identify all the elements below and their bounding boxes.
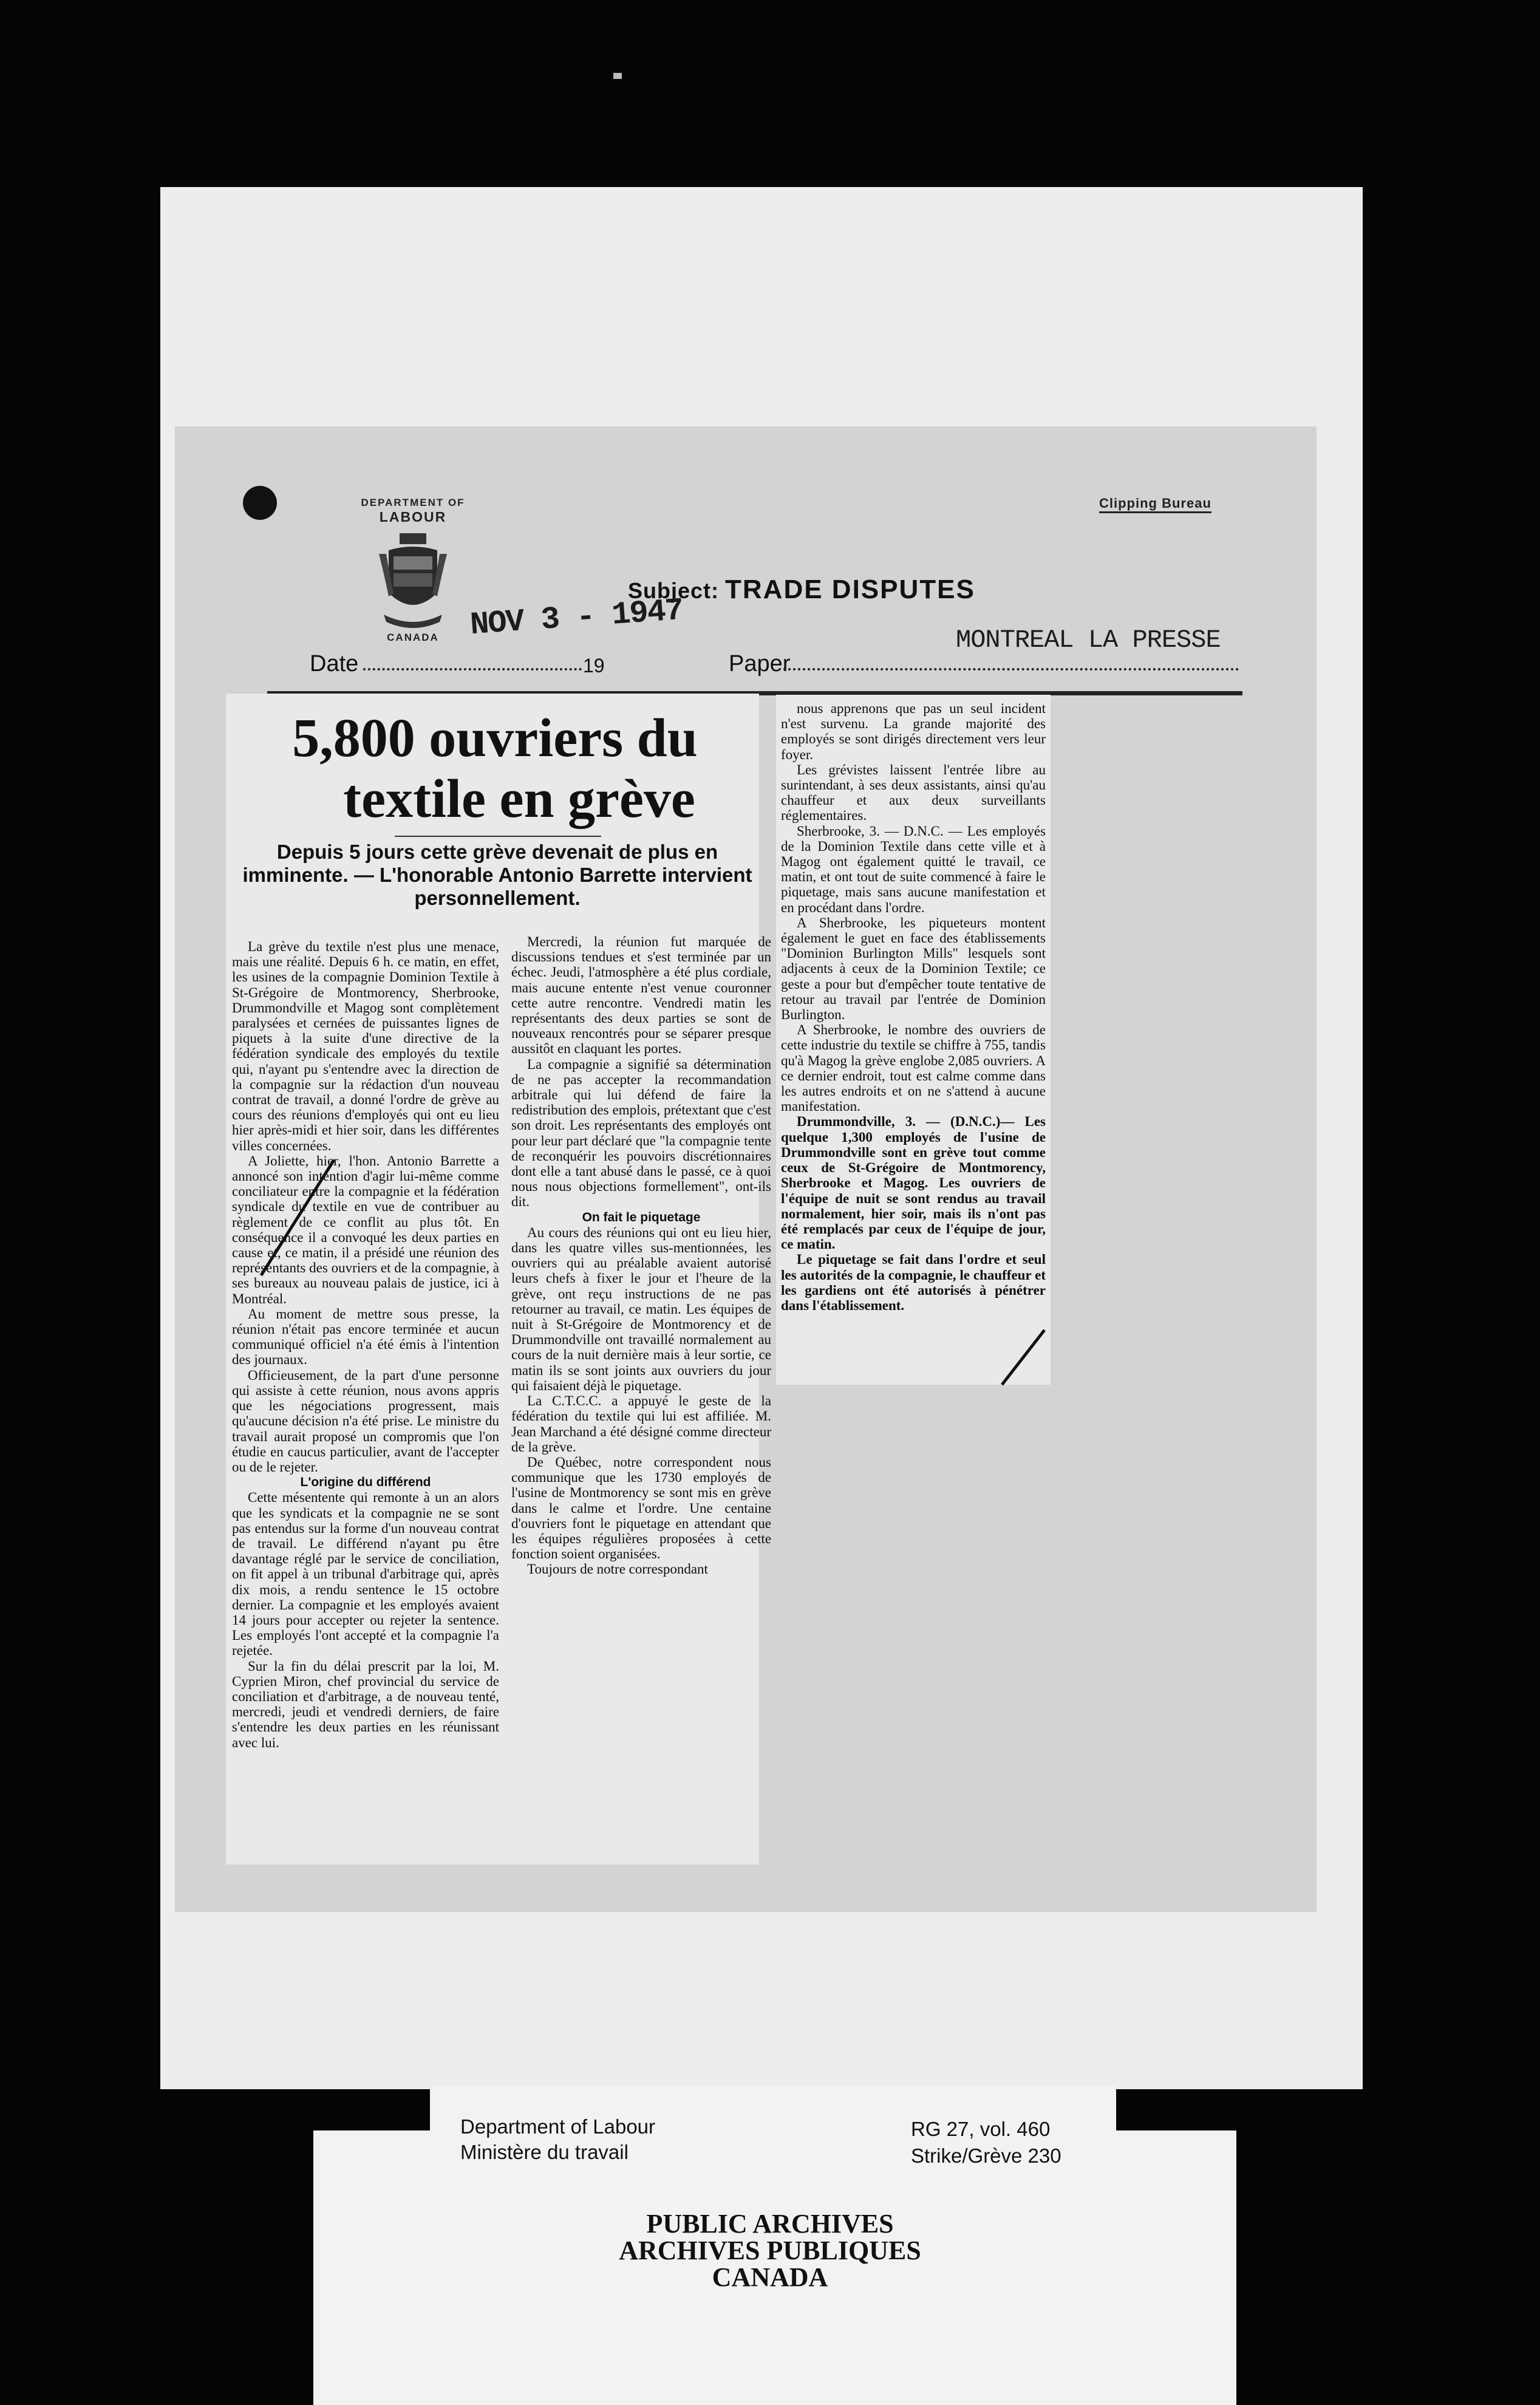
paper-stamp: MONTREAL LA PRESSE [956, 626, 1221, 655]
archive-strike-number: Strike/Grève 230 [911, 2144, 1061, 2167]
department-heading [352, 497, 474, 525]
clipping-bureau-label: Clipping Bureau [1099, 496, 1211, 513]
headline-line2: textile en grève [343, 769, 695, 829]
paragraph: nous apprenons que pas un seul incident n'est survenu. La grande majorité des employés se sont dirigés directement vers leur foyer. [781, 701, 1046, 762]
paragraph: Mercredi, la réunion fut marquée de discussions tendues et s'est terminée par un échec. Jeudi, l'atmosphère a été plus cordiale, mais aucune entente n'est venue couronner cette autre rencontre. Vendredi matin les représentants des deux parties se sont de nouveaux rencontrés pour se séparer presque aussitôt en claquant les portes. [511, 934, 771, 1057]
column-1-body [232, 939, 499, 1750]
tape-mark [613, 73, 622, 79]
archive-dept-en: Department of Labour [460, 2115, 656, 2138]
coat-of-arms-icon [375, 530, 451, 633]
public-archives-stamp [547, 2211, 993, 2291]
paragraph: Les grévistes laissent l'entrée libre au surintendant, à ses deux assistants, ainsi qu'au chauffeur et aux deux surveillants réglementaires. [781, 762, 1046, 824]
pen-mark [996, 1324, 1051, 1391]
date-stamp: NOV 3 - 1947 [469, 592, 684, 644]
archive-reference: RG 27, vol. 460 [911, 2118, 1051, 2140]
archives-line3: CANADA [712, 2262, 828, 2292]
paragraph: A Sherbrooke, le nombre des ouvriers de cette industrie du textile se chiffre à 755, tandis qu'à Magog la grève englobe 2,085 ouvriers. A ce dernier endroit, tout est calme comme dans les autres endroits et on ne s'attend à aucune manifestation. [781, 1022, 1046, 1114]
paragraph: Cette mésentente qui remonte à un an alors que les syndicats et la compagnie ne se sont pas entendus sur la forme d'un nouveau contrat de travail. Le différend n'ayant pu être davantage réglé par le service de conciliation, on fit appel à un tribunal d'arbitrage qui, après dix mois, a rendu sentence le 15 octobre dernier. La compagnie et les employés avaient 14 jours pour accepter ou rejeter la sentence. Les employés l'ont accepté et la compagnie l'a rejetée. [232, 1490, 499, 1659]
year-prefix: 19 [583, 655, 605, 677]
paragraph: Drummondville, 3. — (D.N.C.)— Les quelque 1,300 employés de l'usine de Drummondville sont en grève tout comme ceux de St-Grégoire de Montmorency, Sherbrooke et Magog. Les ouvriers de l'équipe de nuit se sont rendus au travail normalement, hier soir, mais ils n'ont pas été remplacés par ceux de l'équipe de jour, ce matin. [781, 1114, 1046, 1252]
paragraph: A Joliette, hier, l'hon. Antonio Barrette a annoncé son intention d'agir lui-même comme conciliateur entre la compagnie et la fédération syndicale du textile en vue de contribuer au règlement de ce conflit au plus tôt. En conséquence il a convoqué les deux parties en cause et, ce matin, il a présidé une réunion des représentants des ouvriers et de la compagnie, à ses bureaux au nouveau palais de justice, ici à Montréal. [232, 1153, 499, 1306]
paragraph: Toujours de notre correspondant [527, 1561, 708, 1577]
paragraph: De Québec, notre correspondent nous communique que les 1730 employés de l'usine de Montmorency se sont mis en grève dans le calme et l'ordre. Une centaine d'ouvriers font le piquetage en attendant que les équipes régulières proposées à cette fonction soient organisées. [511, 1454, 771, 1562]
paper-field-line [783, 668, 1239, 670]
paragraph: Sur la fin du délai prescrit par la loi, M. Cyprien Miron, chef provincial du service de conciliation et d'arbitrage, a de nouveau tenté, mercredi, jeudi et vendredi derniers, de faire s'entendre les deux parties en les réunissant avec lui. [232, 1658, 499, 1750]
paragraph: A Sherbrooke, les piqueteurs montent également le guet en face des établissements "Dominion Burlington Mills" lesquels sont adjacents à ceux de la Dominion Textile; ce geste a pour but d'empêcher toute tentative de retour au travail par l'entrée de Dominion Burlington. [781, 915, 1046, 1023]
pen-mark [255, 1154, 340, 1288]
department-line1: DEPARTMENT OF [361, 497, 465, 508]
subhead-origine: L'origine du différend [300, 1475, 431, 1490]
paragraph: Au moment de mettre sous presse, la réunion n'était pas encore terminée et aucun communiqué officiel n'a été émis à l'intention des journaux. [232, 1306, 499, 1368]
subject-label: Subject: [628, 578, 720, 603]
paragraph: Le piquetage se fait dans l'ordre et seul les autorités de la compagnie, le chauffeur et les gardiens ont été autorisés à pénétrer dans l'établissement. [781, 1252, 1046, 1313]
paragraph: Sherbrooke, 3. — D.N.C. — Les employés de la Dominion Textile dans cette ville et à Magog ont également quitté le travail, ce matin, et ont tout de suite commencé à faire le piquetage, mais sans aucune manifestation et en procédant dans l'ordre. [781, 823, 1046, 915]
department-line2: LABOUR [379, 509, 447, 525]
paragraph: La compagnie a signifié sa détermination de ne pas accepter la recommandation arbitrale qui lui défend de faire la redistribution des emplois, prétextant que c'est son droit. Les représentants des employés ont pour leur part déclaré que "la compagnie tente de reconquérir les pouvoirs discrétionnaires dont elle a tant abusé dans le passé, ce à quoi nous nous objections formellement", ont-ils dit. [511, 1056, 771, 1210]
paragraph: Officieusement, de la part d'une personne qui assiste à cette réunion, nous avons appris que les négociations progressent, mais qu'aucune décision n'a été prise. Le ministre du travail aurait proposé un compromis que l'on étudie en caucus particulier, avant de l'accepter ou de le rejeter. [232, 1367, 499, 1475]
paragraph: Au cours des réunions qui ont eu lieu hier, dans les quatre villes sus-mentionnées, les ouvriers qui au préalable avaient autorisé leurs chefs à fixer le jour et l'heure de la grève, ont reçu instructions de ne pas retourner au travail, ce matin. Les équipes de nuit à St-Grégoire de Montmorency et de Drummondville ont travaillé normalement au cours de la nuit dernière mais à leur sortie, ce matin ils se sont joints aux ouvriers du jour qui faisaient déjà le piquetage. [511, 1224, 771, 1393]
subject-value: TRADE DISPUTES [725, 575, 975, 604]
paper-label: Paper [729, 651, 791, 677]
date-field-line [363, 668, 582, 670]
subheadline: Depuis 5 jours cette grève devenait de plus en imminente. — L'honorable Antonio Barrette intervient personnellement. [242, 841, 752, 909]
headline [231, 708, 759, 830]
archive-label-strip [313, 2130, 1236, 2213]
canada-label: CANADA [387, 632, 439, 643]
date-label: Date [310, 651, 359, 677]
archives-line2: ARCHIVES PUBLIQUES [619, 2236, 921, 2265]
clipping-column-2 [506, 934, 776, 1628]
punch-hole [243, 486, 277, 520]
headline-rule [395, 836, 601, 837]
clipping-column-3 [776, 695, 1051, 1385]
subhead-piquetage: On fait le piquetage [582, 1210, 701, 1224]
paragraph: La C.T.C.C. a appuyé le geste de la fédération du textile qui lui est affiliée. M. Jean Marchand a été désigné comme directeur de la grève. [511, 1393, 771, 1455]
headline-line1: 5,800 ouvriers du [292, 708, 698, 768]
archive-dept-fr: Ministère du travail [460, 2141, 629, 2163]
paragraph: La grève du textile n'est plus une menace, mais une réalité. Depuis 6 h. ce matin, en effet, les usines de la compagnie Dominion Textile à St-Grégoire de Montmorency, Sherbrooke, Drummondville et Magog sont complètement paralysées et cernées de puissantes lignes de piquets à la suite d'une directive de la fédération syndicale des employés du textile qui, n'ayant pu s'entendre avec la direction de la compagnie sur la rédaction d'un nouveau contrat de travail, a donné l'ordre de grève au cours des réunions d'employés qui ont eu lieu hier après-midi et hier soir, dans les différentes villes concernées. [232, 939, 499, 1153]
archives-line1: PUBLIC ARCHIVES [646, 2209, 894, 2239]
